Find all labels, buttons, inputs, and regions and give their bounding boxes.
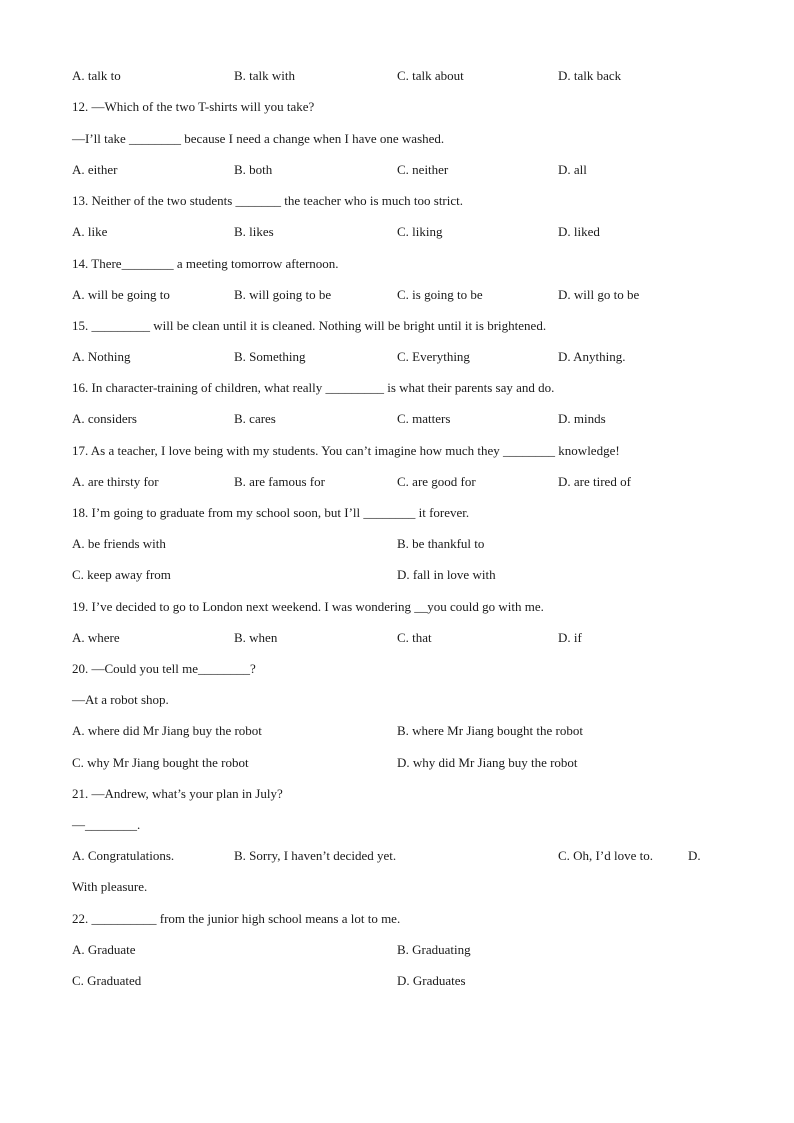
- q11-option-a: A. talk to: [72, 68, 121, 83]
- q19-option-a: A. where: [72, 630, 120, 645]
- q19-option-d: D. if: [558, 630, 582, 645]
- q11-option-b: B. talk with: [234, 68, 296, 83]
- q17-option-a: A. are thirsty for: [72, 474, 159, 489]
- q16-option-c: C. matters: [397, 411, 451, 426]
- q20-option-c: C. why Mr Jiang bought the robot: [72, 755, 249, 770]
- q17-option-b: B. are famous for: [234, 474, 325, 489]
- q17-question: 17. As a teacher, I love being with my students. You can’t imagine how much they ________ knowledge!: [72, 443, 620, 458]
- q21-option-b: B. Sorry, I haven’t decided yet.: [234, 848, 397, 863]
- q16-option-d: D. minds: [558, 411, 606, 426]
- q11-option-d: D. talk back: [558, 68, 622, 83]
- q11-option-c: C. talk about: [397, 68, 464, 83]
- q12-option-a: A. either: [72, 162, 118, 177]
- q22-question: 22. __________ from the junior high school means a lot to me.: [72, 911, 401, 926]
- q16-option-b: B. cares: [234, 411, 276, 426]
- q21-option-a: A. Congratulations.: [72, 848, 175, 863]
- q15-option-c: C. Everything: [397, 349, 470, 364]
- q15-question: 15. _________ will be clean until it is cleaned. Nothing will be bright until it is brightened.: [72, 318, 547, 333]
- q16-option-a: A. considers: [72, 411, 137, 426]
- q21-question: 21. —Andrew, what’s your plan in July?: [72, 786, 283, 801]
- q20-option-b: B. where Mr Jiang bought the robot: [397, 723, 583, 738]
- q22-option-d: D. Graduates: [397, 973, 466, 988]
- q12-option-b: B. both: [234, 162, 273, 177]
- q21-option-c: C. Oh, I’d love to.: [558, 848, 653, 863]
- q13-option-b: B. likes: [234, 224, 274, 239]
- q16-question: 16. In character-training of children, what really _________ is what their parents say and do.: [72, 380, 555, 395]
- q12-option-d: D. all: [558, 162, 587, 177]
- q17-option-d: D. are tired of: [558, 474, 631, 489]
- q22-option-c: C. Graduated: [72, 973, 142, 988]
- q14-option-b: B. will going to be: [234, 287, 332, 302]
- q18-option-a: A. be friends with: [72, 536, 166, 551]
- q18-option-b: B. be thankful to: [397, 536, 485, 551]
- q21-answer-line: —________.: [72, 817, 141, 832]
- q13-option-a: A. like: [72, 224, 108, 239]
- q18-option-d: D. fall in love with: [397, 567, 496, 582]
- q12-option-c: C. neither: [397, 162, 449, 177]
- q20-question: 20. —Could you tell me________?: [72, 661, 256, 676]
- q18-question: 18. I’m going to graduate from my school soon, but I’ll ________ it forever.: [72, 505, 470, 520]
- q14-option-c: C. is going to be: [397, 287, 483, 302]
- q20-option-d: D. why did Mr Jiang buy the robot: [397, 755, 578, 770]
- q22-option-a: A. Graduate: [72, 942, 136, 957]
- q14-option-d: D. will go to be: [558, 287, 640, 302]
- q13-question: 13. Neither of the two students _______ the teacher who is much too strict.: [72, 193, 464, 208]
- q15-option-a: A. Nothing: [72, 349, 131, 364]
- q15-option-d: D. Anything.: [558, 349, 626, 364]
- q20-answer-line: —At a robot shop.: [72, 692, 169, 707]
- q19-option-b: B. when: [234, 630, 278, 645]
- q13-option-c: C. liking: [397, 224, 443, 239]
- q21-option-d-wrap: With pleasure.: [72, 879, 148, 894]
- q12-question: 12. —Which of the two T-shirts will you take?: [72, 99, 315, 114]
- q14-option-a: A. will be going to: [72, 287, 170, 302]
- q22-option-b: B. Graduating: [397, 942, 471, 957]
- q12-answer-line: —I’ll take ________ because I need a change when I have one washed.: [72, 131, 445, 146]
- q14-question: 14. There________ a meeting tomorrow afternoon.: [72, 256, 339, 271]
- q15-option-b: B. Something: [234, 349, 306, 364]
- q19-option-c: C. that: [397, 630, 432, 645]
- q20-option-a: A. where did Mr Jiang buy the robot: [72, 723, 262, 738]
- q17-option-c: C. are good for: [397, 474, 476, 489]
- q13-option-d: D. liked: [558, 224, 600, 239]
- q21-option-d-label: D.: [688, 848, 701, 863]
- q18-option-c: C. keep away from: [72, 567, 171, 582]
- q19-question: 19. I’ve decided to go to London next weekend. I was wondering __you could go with me.: [72, 599, 544, 614]
